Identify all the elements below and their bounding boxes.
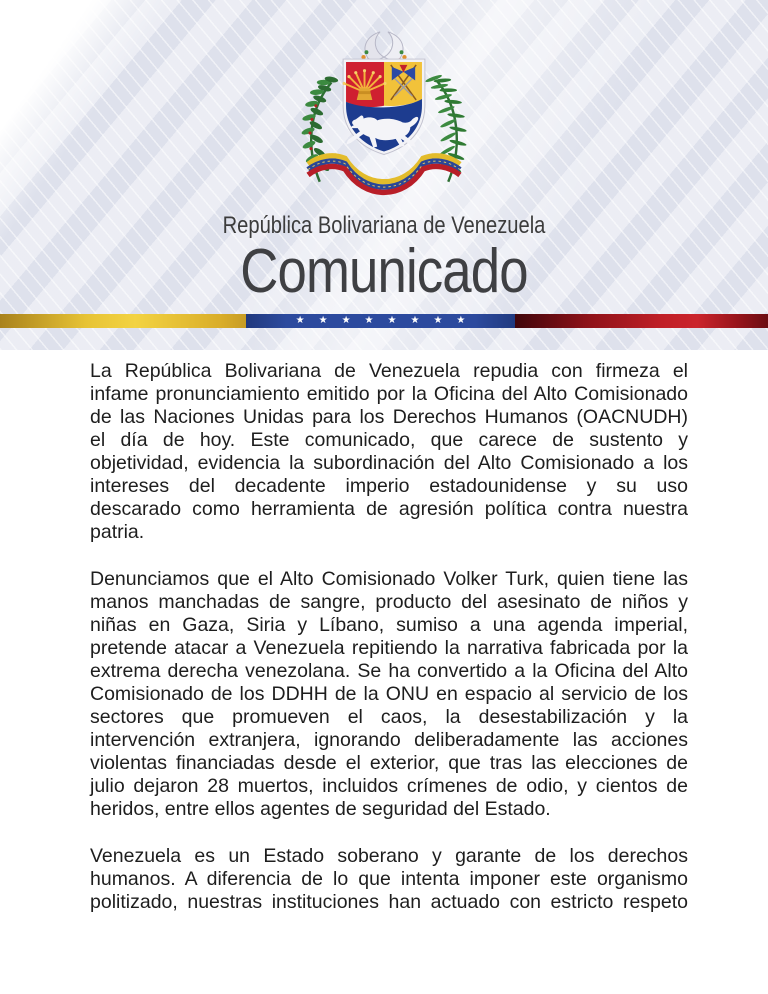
- star-icon: ★: [433, 315, 443, 326]
- star-icon: ★: [295, 315, 305, 326]
- ribbon-icon: [308, 156, 460, 193]
- text-line: intereses del decadente imperio estadounidense y su uso: [90, 475, 688, 497]
- text-line: extrema derecha venezolana. Se ha convertido a la Oficina del Alto: [90, 660, 688, 682]
- text-line: humanos. A diferencia de lo que intenta imponer este organismo: [90, 868, 688, 890]
- text-line: el día de hoy. Este comunicado, que carece de sustento y: [90, 429, 688, 451]
- header-background: [0, 0, 768, 350]
- text-line: julio dejaron 28 muertos, incluidos crímenes de odio, y cientos de: [90, 775, 688, 797]
- star-icon: ★: [410, 315, 420, 326]
- paragraph: [90, 360, 688, 544]
- paragraph: [90, 845, 688, 914]
- star-icon: ★: [387, 315, 397, 326]
- comunicado-title: Comunicado: [240, 237, 528, 306]
- text-line: La República Bolivariana de Venezuela repudia con firmeza el: [90, 360, 688, 382]
- republic-title: República Bolivariana de Venezuela: [222, 212, 546, 239]
- star-icon: ★: [456, 315, 466, 326]
- text-line: heridos, entre ellos agentes de seguridad del Estado.: [90, 798, 551, 820]
- text-line: Denunciamos que el Alto Comisionado Volker Turk, quien tiene las: [90, 568, 688, 590]
- text-line: de las Naciones Unidas para los Derechos Humanos (OACNUDH): [90, 406, 688, 428]
- text-line: pretende atacar a Venezuela repitiendo la narrativa fabricada por la: [90, 637, 688, 659]
- text-line: niñas en Gaza, Siria y Líbano, sumiso a una agenda imperial,: [90, 614, 688, 636]
- flag-yellow-segment: [0, 314, 246, 328]
- text-line: Venezuela es un Estado soberano y garante de los derechos: [90, 845, 688, 867]
- paragraph: [90, 568, 688, 821]
- text-line: descarado como herramienta de agresión política contra nuestra: [90, 498, 688, 520]
- text-line: objetividad, evidencia la subordinación del Alto Comisionado a los: [90, 452, 688, 474]
- text-line: manos manchadas de sangre, producto del asesinato de niños y: [90, 591, 688, 613]
- text-line: sectores que promueven el caos, la desestabilización y la: [90, 706, 688, 728]
- flag-divider: [0, 314, 768, 328]
- text-line: violentas financiadas desde el exterior, que tras las elecciones de: [90, 752, 688, 774]
- flag-blue-segment: [246, 314, 515, 328]
- text-line: Comisionado de los DDHH de la ONU en espacio al servicio de los: [90, 683, 688, 705]
- text-line: politizado, nuestras instituciones han actuado con estricto respeto: [90, 891, 688, 913]
- star-icon: ★: [318, 315, 328, 326]
- star-icon: ★: [364, 315, 374, 326]
- venezuela-coat-of-arms: [287, 24, 482, 209]
- text-line: infame pronunciamiento emitido por la Oficina del Alto Comisionado: [90, 383, 688, 405]
- flag-red-segment: [515, 314, 768, 328]
- content-area: [0, 350, 768, 994]
- text-line: intervención extranjera, ignorando deliberadamente las acciones: [90, 729, 688, 751]
- star-icon: ★: [341, 315, 351, 326]
- communique-body: [0, 350, 768, 914]
- text-line: patria.: [90, 521, 145, 543]
- shield-icon: [343, 59, 425, 154]
